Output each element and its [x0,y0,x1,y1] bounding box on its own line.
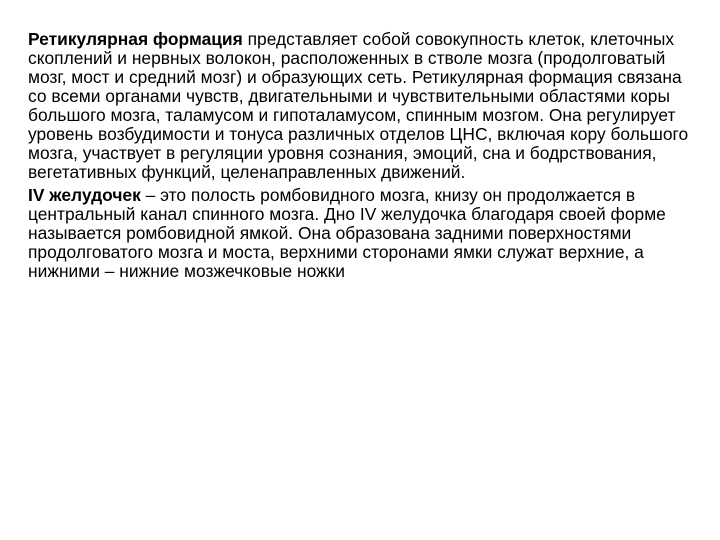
definition-reticular-formation: представляет собой совокупность клеток, клеточных скоплений и нервных волокон, расположенных в стволе мозга (продолговатый мозг, мост и средний мозг) и образующих сеть. Ретикулярная формация связана со всеми органами чувств, двигательными и чувствительными областями коры большого мозга, таламусом и гипоталамусом, спинным мозгом. Она регулирует уровень возбудимости и тонуса различных отделов ЦНС, включая кору большого мозга, участвует в регуляции уровня сознания, эмоций, сна и бодрствования, вегетативных функций, целенаправленных движений. [28,29,689,182]
paragraph-fourth-ventricle [28,186,703,281]
term-fourth-ventricle: IV желудочек [28,185,141,205]
definition-fourth-ventricle: – это полость ромбовидного мозга, книзу он продолжается в центральный канал спинного мозга. Дно IV желудочка благодаря своей форме называется ромбовидной ямкой. Она образована задними поверхностями продолговатого мозга и моста, верхними сторонами ямки служат верхние, а нижними – нижние мозжечковые ножки [28,185,666,281]
term-reticular-formation: Ретикулярная формация [28,29,243,49]
paragraph-reticular-formation [28,30,703,182]
